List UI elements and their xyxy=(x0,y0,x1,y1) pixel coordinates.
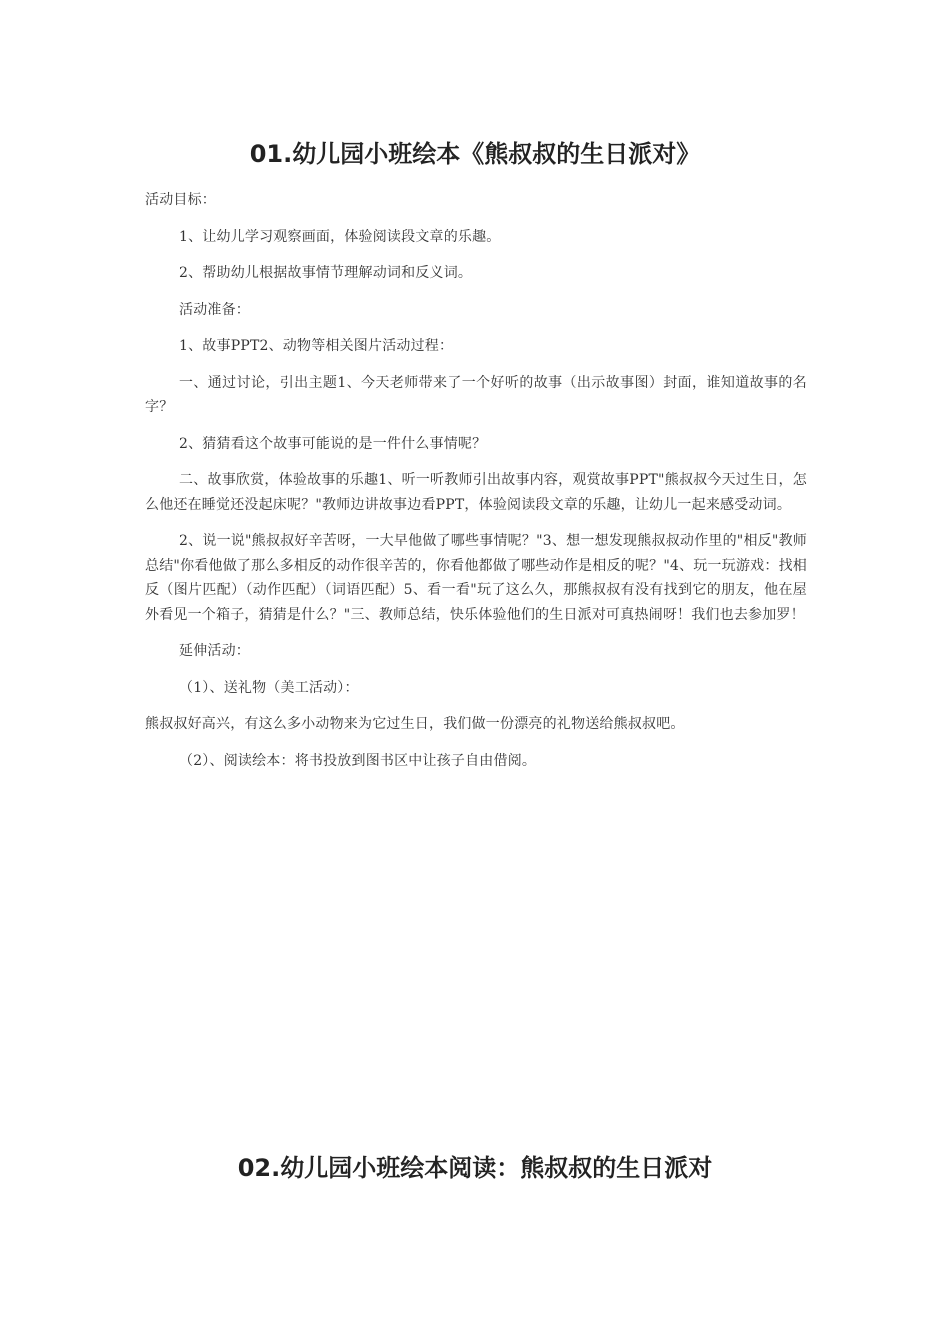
paragraph-goals-heading: 活动目标： xyxy=(145,192,216,208)
paragraph-prep-1: 1、故事PPT2、动物等相关图片活动过程： xyxy=(179,338,454,354)
paragraph-extension-2: （2）、阅读绘本：将书投放到图书区中让孩子自由借阅。 xyxy=(179,752,537,769)
paragraph-process-4: 2、说一说"熊叔叔好辛苦呀，一大早他做了哪些事情呢？"3、想一想发现熊叔叔动作里的"相反"教师总结"你看他做了那么多相反的动作很辛苦的，你看他都做了哪些动作是相反的呢？"4、玩一玩游戏：找相反（图片匹配）（动作匹配）（词语匹配）5、看一看"玩了这么久，那熊叔叔有没有找到它的朋友，他在屋外看见一个箱子，猜猜是什么？"三、教师总结，快乐体验他们的生日派对可真热闹呀！我们也去参加罗！ xyxy=(145,533,807,623)
paragraph-process-1: 一、通过讨论，引出主题1、今天老师带来了一个好听的故事（出示故事图）封面，谁知道故事的名字？ xyxy=(145,374,807,415)
section-2-title: 02.幼儿园小班绘本阅读：熊叔叔的生日派对 xyxy=(237,1154,713,1182)
paragraph-prep-heading: 活动准备： xyxy=(179,301,250,318)
section-1-body xyxy=(145,188,807,785)
paragraph-goal-1: 1、让幼儿学习观察画面，体验阅读段文章的乐趣。 xyxy=(179,228,501,245)
paragraph-extension-heading: 延伸活动： xyxy=(179,643,250,659)
paragraph-process-2: 2、猜猜看这个故事可能说的是一件什么事情呢？ xyxy=(179,435,487,452)
paragraph-process-3: 二、故事欣赏，体验故事的乐趣1、听一听教师引出故事内容，观赏故事PPT"熊叔叔今天过生日，怎么他还在睡觉还没起床呢？"教师边讲故事边看PPT，体验阅读段文章的乐趣，让幼儿一起来感受动词。 xyxy=(145,472,807,513)
paragraph-extension-1-detail: 熊叔叔好高兴，有这么多小动物来为它过生日，我们做一份漂亮的礼物送给熊叔叔吧。 xyxy=(145,716,685,732)
section-1-title: 01.幼儿园小班绘本《熊叔叔的生日派对》 xyxy=(249,140,701,168)
paragraph-goal-2: 2、帮助幼儿根据故事情节理解动词和反义词。 xyxy=(179,265,473,281)
paragraph-extension-1: （1）、送礼物（美工活动）： xyxy=(179,679,359,696)
